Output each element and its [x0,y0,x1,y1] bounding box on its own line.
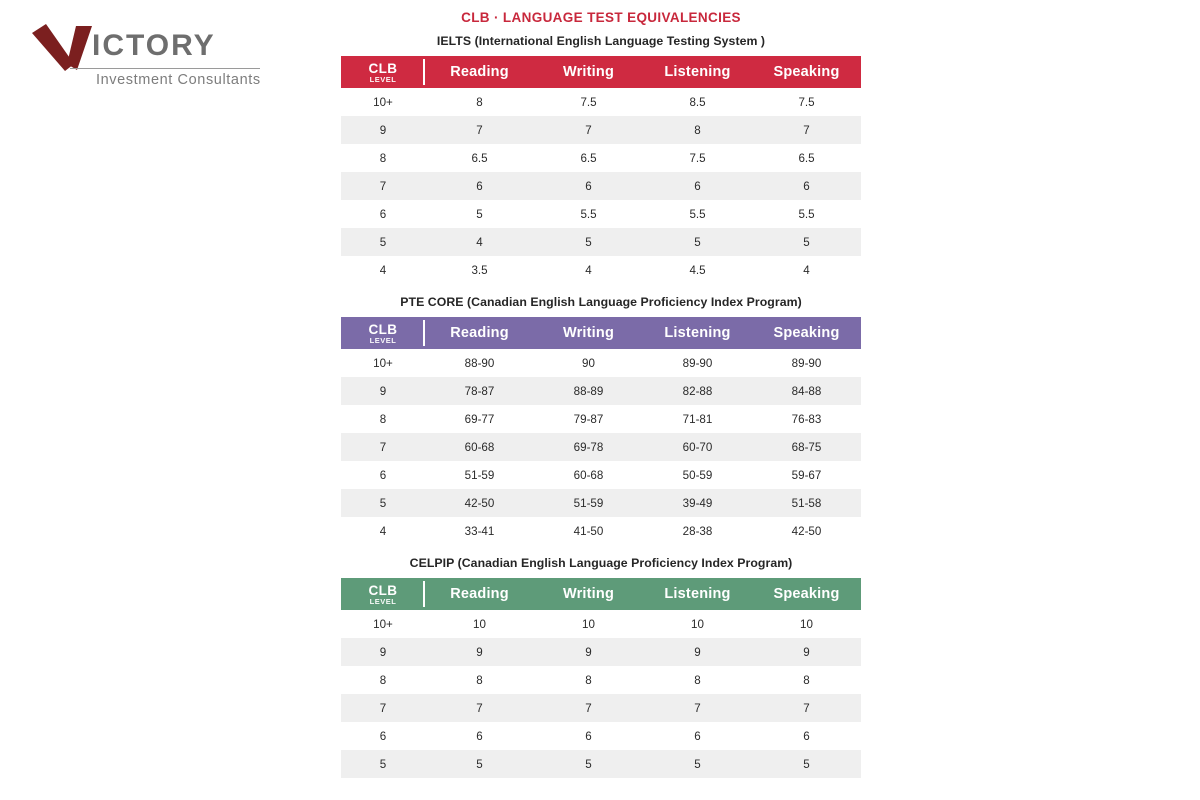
clb-level-sublabel: LEVEL [369,596,397,606]
cell-listening: 6 [643,172,752,200]
cell-clb-level: 10+ [373,95,393,109]
cell-listening: 50-59 [682,468,713,482]
table-celpip [341,578,861,778]
cell-speaking: 10 [800,617,813,631]
logo-divider [70,68,260,69]
section-title-pte-core: PTE CORE (Canadian English Language Proficiency Index Program) [400,295,802,309]
cell-reading: 51-59 [464,468,495,482]
logo-tagline: Investment Consultants [96,72,261,88]
cell-reading: 8 [476,673,483,687]
cell-writing: 79-87 [573,412,604,426]
cell-reading: 9 [425,638,534,666]
column-header-listening: Listening [664,64,731,80]
table-ielts [341,56,861,284]
cell-writing: 9 [534,638,643,666]
cell-clb-level: 5 [341,750,425,778]
cell-listening: 4.5 [689,263,706,277]
column-header-listening: Listening [664,586,731,602]
table-row [341,116,861,144]
cell-clb-level: 8 [379,673,387,687]
cell-reading: 6 [476,729,483,743]
cell-reading: 6.5 [471,151,488,165]
cell-writing: 90 [582,356,595,370]
cell-writing: 7.5 [580,95,597,109]
section-celpip [341,555,861,778]
cell-listening: 5.5 [689,207,706,221]
cell-clb-level: 7 [341,694,425,722]
clb-level-sublabel: LEVEL [369,335,397,345]
cell-listening: 89-90 [682,356,713,370]
cell-speaking: 84-88 [752,377,861,405]
cell-clb-level: 10+ [373,617,393,631]
cell-writing: 41-50 [573,524,604,538]
cell-reading: 4 [425,228,534,256]
header-column-divider [423,581,425,607]
column-header-writing: Writing [562,586,615,602]
cell-listening: 6 [694,729,701,743]
cell-writing: 6 [585,729,592,743]
table-row [341,405,861,433]
cell-reading: 6 [425,172,534,200]
column-header-writing: Writing [562,64,615,80]
table-row [341,517,861,545]
cell-listening: 7.5 [689,151,706,165]
header-column-divider [423,59,425,85]
table-row [341,144,861,172]
column-header-clb-level [341,578,425,610]
cell-writing: 88-89 [534,377,643,405]
cell-speaking: 59-67 [791,468,822,482]
cell-writing: 7 [534,116,643,144]
cell-clb-level: 9 [341,116,425,144]
cell-listening: 7 [643,694,752,722]
cell-listening: 9 [643,638,752,666]
table-row [341,228,861,256]
cell-listening: 10 [691,617,704,631]
cell-writing: 4 [585,263,592,277]
page-title: CLB · LANGUAGE TEST EQUIVALENCIES [461,10,741,25]
sections-host [341,33,861,778]
tables-column [341,0,861,778]
cell-speaking: 42-50 [791,524,822,538]
table-row [341,666,861,694]
section-ielts [341,33,861,284]
column-header-reading: Reading [450,586,509,602]
table-row [341,377,861,405]
cell-reading: 33-41 [464,524,495,538]
section-title-ielts: IELTS (International English Language Testing System ) [436,34,766,48]
cell-listening: 39-49 [643,489,752,517]
cell-writing: 69-78 [534,433,643,461]
cell-writing: 6 [534,172,643,200]
table-row [341,349,861,377]
table-row [341,694,861,722]
table-header-row [341,317,861,349]
cell-clb-level: 4 [379,524,387,538]
column-header-writing: Writing [562,325,615,341]
cell-speaking: 6.5 [798,151,815,165]
column-header-reading: Reading [450,325,509,341]
cell-listening: 8 [694,673,701,687]
cell-clb-level: 7 [341,433,425,461]
cell-listening: 5 [643,750,752,778]
cell-listening: 8.5 [689,95,706,109]
table-header-row [341,56,861,88]
cell-speaking: 89-90 [791,356,822,370]
table-row [341,461,861,489]
cell-reading: 8 [476,95,483,109]
cell-writing: 60-68 [573,468,604,482]
cell-speaking: 5 [752,750,861,778]
table-row [341,750,861,778]
column-header-speaking: Speaking [773,325,840,341]
cell-clb-level: 8 [379,412,387,426]
cell-reading: 5 [476,207,483,221]
table-row [341,638,861,666]
column-header-clb-level [341,56,425,88]
column-header-clb-level [341,317,425,349]
cell-writing: 51-59 [534,489,643,517]
cell-listening: 82-88 [643,377,752,405]
cell-listening: 8 [643,116,752,144]
column-header-speaking: Speaking [773,64,840,80]
cell-writing: 5 [534,228,643,256]
cell-clb-level: 9 [341,638,425,666]
clb-level-sublabel: LEVEL [369,74,397,84]
column-header-reading: Reading [450,64,509,80]
cell-speaking: 9 [752,638,861,666]
table-pte-core [341,317,861,545]
section-pte-core [341,294,861,545]
cell-speaking: 68-75 [752,433,861,461]
cell-speaking: 4 [803,263,810,277]
table-header-row [341,578,861,610]
cell-reading: 78-87 [425,377,534,405]
cell-clb-level: 6 [379,729,387,743]
cell-reading: 42-50 [425,489,534,517]
cell-listening: 5 [643,228,752,256]
cell-clb-level: 6 [379,207,387,221]
cell-writing: 8 [585,673,592,687]
cell-reading: 3.5 [471,263,488,277]
table-row [341,200,861,228]
cell-listening: 60-70 [643,433,752,461]
cell-speaking: 76-83 [791,412,822,426]
cell-clb-level: 4 [379,263,387,277]
table-row [341,172,861,200]
table-row [341,610,861,638]
cell-reading: 69-77 [464,412,495,426]
column-header-speaking: Speaking [773,586,840,602]
table-row [341,88,861,116]
cell-writing: 7 [534,694,643,722]
cell-speaking: 51-58 [752,489,861,517]
cell-reading: 7 [425,116,534,144]
cell-reading: 5 [425,750,534,778]
cell-reading: 7 [425,694,534,722]
cell-writing: 6.5 [580,151,597,165]
cell-clb-level: 5 [341,228,425,256]
cell-clb-level: 6 [379,468,387,482]
table-row [341,722,861,750]
cell-speaking: 7 [752,694,861,722]
cell-reading: 10 [473,617,486,631]
logo-wordmark: ICTORY [92,29,216,62]
cell-speaking: 5 [752,228,861,256]
clb-label: CLB [368,582,398,598]
cell-clb-level: 9 [341,377,425,405]
cell-speaking: 8 [803,673,810,687]
cell-writing: 10 [582,617,595,631]
clb-label: CLB [368,60,398,76]
cell-clb-level: 10+ [373,356,393,370]
cell-writing: 5 [534,750,643,778]
cell-clb-level: 7 [341,172,425,200]
cell-clb-level: 5 [341,489,425,517]
cell-speaking: 6 [752,172,861,200]
table-row [341,256,861,284]
cell-listening: 71-81 [682,412,713,426]
cell-clb-level: 8 [379,151,387,165]
logo-mark [30,22,261,88]
cell-reading: 88-90 [464,356,495,370]
header-column-divider [423,320,425,346]
section-title-celpip: CELPIP (Canadian English Language Proficiency Index Program) [409,556,793,570]
company-logo [30,22,260,102]
cell-speaking: 6 [803,729,810,743]
column-header-listening: Listening [664,325,731,341]
cell-reading: 60-68 [425,433,534,461]
cell-listening: 28-38 [682,524,713,538]
cell-speaking: 5.5 [798,207,815,221]
cell-writing: 5.5 [580,207,597,221]
clb-label: CLB [368,321,398,337]
table-row [341,433,861,461]
cell-speaking: 7 [752,116,861,144]
table-row [341,489,861,517]
cell-speaking: 7.5 [798,95,815,109]
